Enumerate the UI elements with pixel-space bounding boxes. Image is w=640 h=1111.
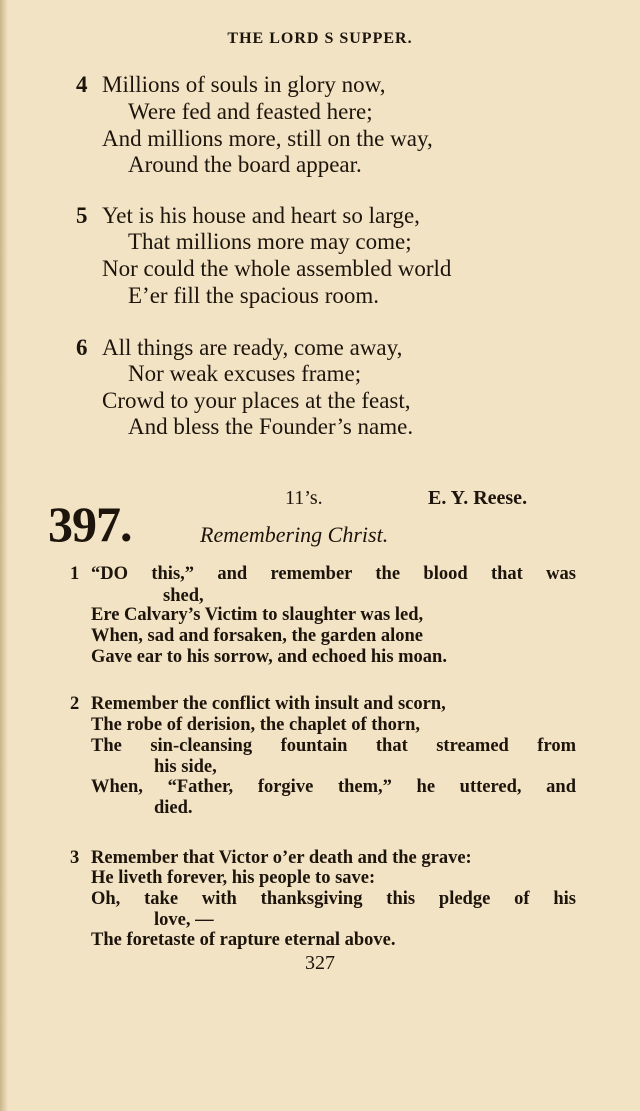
stanza-line: “DO this,” and remember the blood that was [91, 564, 576, 584]
stanza-number: 1 [70, 564, 80, 584]
stanza-line: Ere Calvary’s Victim to slaughter was led, [91, 605, 424, 625]
stanza-line: And millions more, still on the way, [102, 126, 433, 151]
stanza-line: Millions of souls in glory now, [102, 72, 386, 97]
hymn-number: 397. [48, 496, 132, 552]
stanza-number: 5 [76, 203, 88, 228]
stanza-line: died. [154, 798, 193, 818]
page-number: 327 [305, 952, 335, 974]
stanza-line: Nor weak excuses frame; [128, 361, 362, 386]
stanza-line: his side, [154, 757, 217, 777]
stanza-line: love, — [154, 910, 214, 930]
stanza-line: He liveth forever, his people to save: [91, 868, 376, 888]
hymn-title: Remembering Christ. [200, 522, 389, 547]
stanza-number: 3 [70, 848, 80, 868]
stanza-number: 6 [76, 335, 88, 360]
stanza-line: Gave ear to his sorrow, and echoed his moan. [91, 647, 447, 667]
stanza-line: The foretaste of rapture eternal above. [91, 930, 396, 950]
hymn-meter: 11’s. [285, 487, 323, 509]
running-header: THE LORD S SUPPER. [227, 30, 413, 47]
stanza-line: Yet is his house and heart so large, [102, 203, 420, 228]
page-edge [0, 0, 8, 1111]
stanza-line: Around the board appear. [128, 152, 362, 177]
stanza-line: When, sad and forsaken, the garden alone [91, 626, 424, 646]
stanza-line: Nor could the whole assembled world [102, 256, 452, 281]
stanza-line: Crowd to your places at the feast, [102, 388, 411, 413]
stanza-line: Remember that Victor o’er death and the grave: [91, 848, 472, 868]
stanza-line: Were fed and feasted here; [128, 99, 373, 124]
stanza-number: 4 [76, 72, 88, 97]
stanza-line: The robe of derision, the chaplet of thorn, [91, 715, 421, 735]
stanza-line: shed, [163, 586, 204, 606]
stanza-line: When, “Father, forgive them,” he uttered, and [91, 777, 576, 797]
stanza-line: Remember the conflict with insult and scorn, [91, 694, 446, 714]
stanza-line: E’er fill the spacious room. [128, 283, 380, 308]
stanza-line: All things are ready, come away, [102, 335, 403, 360]
stanza-line: Oh, take with thanksgiving this pledge of his [91, 889, 576, 909]
stanza-number: 2 [70, 694, 80, 714]
stanza-line: The sin-cleansing fountain that streamed from [91, 736, 576, 756]
stanza-line: That millions more may come; [128, 229, 412, 254]
stanza-line: And bless the Founder’s name. [128, 414, 414, 439]
hymn-author: E. Y. Reese. [428, 487, 528, 509]
